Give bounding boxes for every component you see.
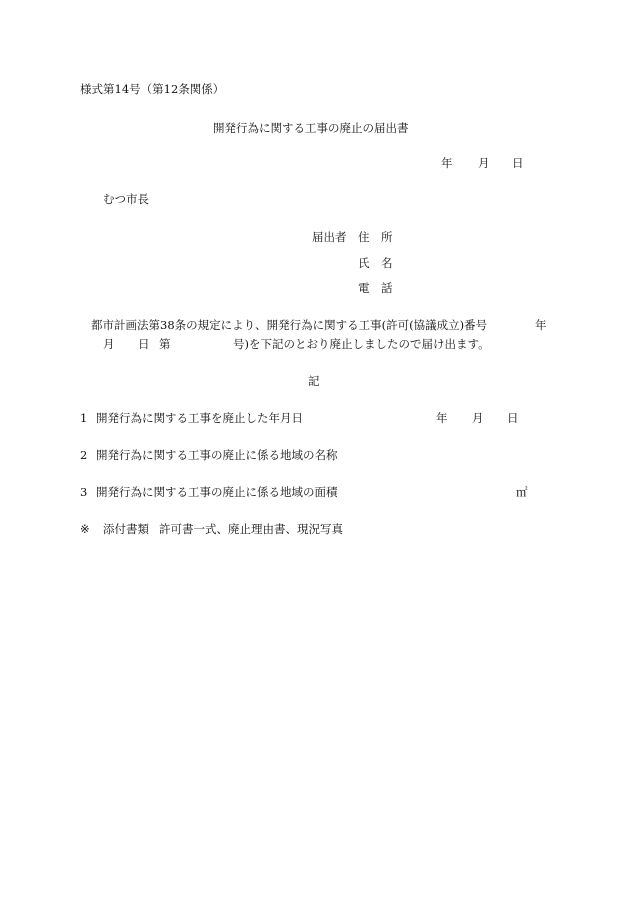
item-2-number: 2 (80, 448, 88, 462)
date-day-label: 日 (512, 156, 524, 170)
item-1-number: 1 (80, 411, 88, 425)
body-permit-day: 日 (138, 337, 150, 351)
attachments-label: 添付書類 (103, 522, 149, 536)
notifier-phone-label: 電 話 (358, 281, 393, 295)
notifier-name-label: 氏 名 (358, 256, 393, 270)
body-line-1: 都市計画法第38条の規定により、開発行為に関する工事(許可(協議成立)番号 (91, 318, 488, 332)
item-1-year: 年 (436, 411, 448, 425)
body-line-2: 号)を下記のとおり廃止しましたので届け出ます。 (233, 337, 490, 351)
item-1-month: 月 (472, 411, 484, 425)
attachments-text: 許可書一式、廃止理由書、現況写真 (159, 522, 343, 536)
item-3-text: 開発行為に関する工事の廃止に係る地域の面積 (96, 485, 338, 499)
addressee: むつ市長 (103, 192, 149, 206)
item-1-day: 日 (507, 411, 519, 425)
document-title: 開発行為に関する工事の廃止の届出書 (213, 121, 409, 135)
body-permit-year: 年 (535, 318, 547, 332)
attachments-mark: ※ (80, 522, 90, 536)
notifier-label: 届出者 (312, 230, 347, 244)
item-1-text: 開発行為に関する工事を廃止した年月日 (96, 411, 303, 425)
item-2-text: 開発行為に関する工事の廃止に係る地域の名称 (96, 448, 338, 462)
notifier-address-label: 住 所 (358, 230, 393, 244)
item-3-number: 3 (80, 485, 88, 499)
body-permit-month: 月 (103, 337, 115, 351)
body-permit-number-prefix: 第 (159, 337, 171, 351)
form-label: 様式第14号（第12条関係） (80, 82, 225, 96)
date-month-label: 月 (478, 156, 490, 170)
item-3-unit: ㎡ (516, 485, 528, 499)
ki-heading: 記 (308, 374, 320, 388)
date-year-label: 年 (441, 156, 453, 170)
